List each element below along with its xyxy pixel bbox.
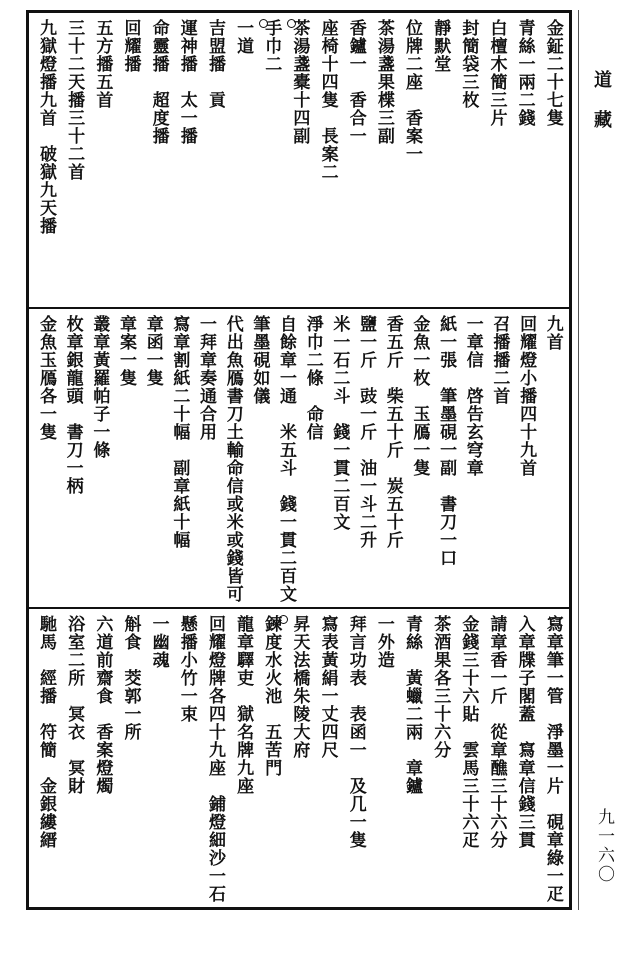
text-column: 回耀燈小播四十九首 xyxy=(516,315,537,477)
text-column: 昇天法橋朱陵大府 xyxy=(289,615,310,759)
register-middle xyxy=(29,309,569,609)
text-column: 三十二天播三十二首 xyxy=(64,19,85,181)
text-column: 鹽一斤 豉一斤 油一斗二升 xyxy=(356,315,377,549)
text-column: 吉盟播 貢 xyxy=(204,19,225,109)
text-column: 座椅十四隻 長案二 xyxy=(317,19,338,181)
text-column: 浴室二所 冥衣 冥財 xyxy=(64,615,85,795)
text-column: 淨巾二條 命信 xyxy=(302,315,323,441)
text-column: 召播播二首 xyxy=(489,315,510,405)
text-column: 龍章驛吏 獄名牌九座 xyxy=(233,615,254,795)
text-column: 寫表黃絹一丈四尺 xyxy=(317,615,338,759)
text-column: 筆墨硯如儀 xyxy=(249,315,270,405)
text-column: 六道前齋食 香案燈燭 xyxy=(92,615,113,795)
text-column: 茶酒果各三十六分 xyxy=(430,615,451,759)
text-column: 靜默堂 xyxy=(430,19,451,73)
text-column: 金魚一枚 玉鴈一隻 xyxy=(409,315,430,477)
text-column: 米一石二斗 錢一貫二百文 xyxy=(329,315,350,531)
text-column: 懸播小竹一束 xyxy=(176,615,197,723)
text-column: 回耀燈牌各四十九座 鋪燈細沙一石 xyxy=(204,615,225,903)
register-bottom xyxy=(29,609,569,907)
text-column: 代出魚鴈書刀土輸命信或米或錢皆可 xyxy=(222,315,243,603)
text-column: 回耀播 xyxy=(120,19,141,73)
column-strip xyxy=(37,615,561,901)
text-column: 九首 xyxy=(542,315,563,351)
text-column: 香五斤 柴五十斤 炭五十斤 xyxy=(382,315,403,549)
text-column: 入章牒子閣蓋 寫章信錢三貫 xyxy=(514,615,535,849)
page-number: 九一六〇 xyxy=(594,808,614,884)
column-strip xyxy=(37,19,561,301)
text-column: 章案一隻 xyxy=(116,315,137,387)
text-column: 白檀木簡三片 xyxy=(486,19,507,127)
text-column: 五方播五首 xyxy=(92,19,113,109)
text-column: 封簡袋三枚 xyxy=(458,19,479,109)
register-top xyxy=(29,13,569,309)
text-column: 請章香一斤 從章醮三十六分 xyxy=(486,615,507,849)
text-column: 茶湯盞果楪三副 xyxy=(373,19,394,145)
text-column: 金錢三十六貼 雲馬三十六疋 xyxy=(458,615,479,849)
text-column: 拜言功表 表函一 及几一隻 xyxy=(345,615,366,849)
text-column: 金鉦二十七隻 xyxy=(542,19,563,127)
side-title: 道藏 xyxy=(591,70,612,150)
text-column: 紙一張 筆墨硯一副 書刀一口 xyxy=(436,315,457,567)
text-column: 一幽魂 xyxy=(148,615,169,669)
text-column: 枚章銀龍頭 書刀一柄 xyxy=(62,315,83,495)
text-column: 香鑪一 香合一 xyxy=(345,19,366,145)
text-column: 自餘章一通 米五斗 錢一貫二百文 xyxy=(276,315,297,603)
text-column: 青絲 黃蠟二兩 章鑪 xyxy=(402,615,423,795)
text-column: 命靈播 超度播 xyxy=(148,19,169,145)
text-column: 位牌二座 香案一 xyxy=(402,19,423,163)
text-column: 金魚玉鴈各一隻 xyxy=(36,315,56,441)
text-column: 一外造 xyxy=(373,615,394,669)
text-column: 運神播 太一播 xyxy=(176,19,197,145)
text-column: 一拜章奏通合用 xyxy=(196,315,217,441)
text-column: 一章信 啓告玄穹章 xyxy=(462,315,483,477)
text-column: 寫章割紙二十幅 副章紙十幅 xyxy=(169,315,190,549)
text-column: 青絲一兩二錢 xyxy=(514,19,535,127)
text-column: 一道 xyxy=(233,19,254,55)
text-column: 九獄燈播九首 破獄九天播 xyxy=(36,19,56,235)
margin-rule xyxy=(578,10,579,910)
text-column: 斛食 茭郭一所 xyxy=(120,615,141,741)
text-column: 鍊度水火池 五苦門 xyxy=(261,615,282,777)
text-column: 寫章筆一管 淨墨一片 硯章綠一疋 xyxy=(542,615,563,903)
text-column: 茶湯盞橐十四副 xyxy=(289,19,310,145)
text-column: 叢章黃羅帕子一條 xyxy=(89,315,110,459)
text-column: 章函一隻 xyxy=(142,315,163,387)
page-frame xyxy=(26,10,572,910)
column-strip xyxy=(37,315,561,601)
text-column: 手巾二 xyxy=(261,19,282,73)
text-column: 馳馬 經播 符簡 金銀縷縉 xyxy=(36,615,56,849)
